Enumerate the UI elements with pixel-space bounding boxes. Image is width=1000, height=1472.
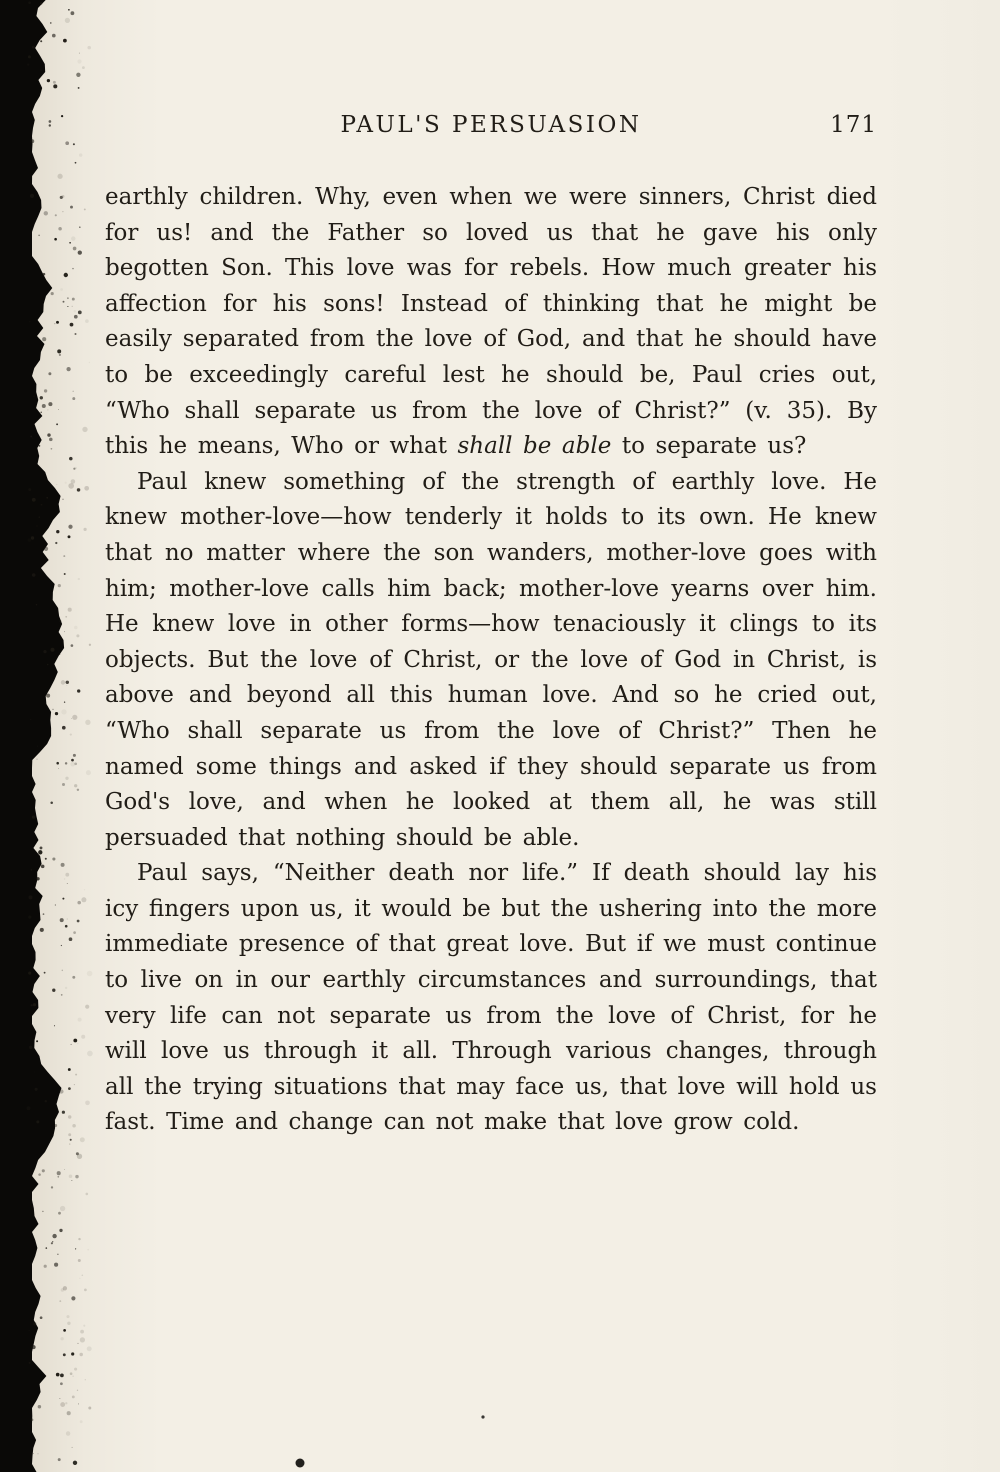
page-header <box>105 112 877 138</box>
paragraph <box>105 465 877 857</box>
body-text <box>105 180 877 1141</box>
running-title: PAUL'S PERSUASION <box>340 112 642 138</box>
book-page <box>105 112 877 1141</box>
text-segment: Paul knew something of the strength of earthly love. He knew mother-love—how tenderly it holds to its own. He knew that no matter where the son wanders, mother-love goes with him; mother-love calls him back; mother-love yearns over him. He knew love in other forms—how tenaciously it clings to its objects. But the love of Christ, or the love of God in Christ, is above and beyond all this human love. And so he cried out, “Who shall separate us from the love of Christ?” Then he named some things and asked if they should separate us from God's love, and when he looked at them all, he was still persuaded that nothing should be able. <box>105 468 877 851</box>
paragraph <box>105 856 877 1141</box>
text-segment: earthly children. Why, even when we were sinners, Christ died for us! and the Father so loved us that he gave his only begotten Son. This love was for rebels. How much greater his affection for his sons! Instead of thinking that he might be easily separated from the love of God, and that he should have to be exceedingly careful lest he should be, Paul cries out, “Who shall separate us from the love of Christ?” (v. 35). By this he means, Who or what <box>105 184 877 460</box>
paragraph <box>105 180 877 465</box>
emphasized-text: shall be able <box>457 433 612 460</box>
text-segment: Paul says, “Neither death nor life.” If death should lay his icy fingers upon us, it would be but the ushering into the more immediate presence of that great love. But if we must continue to live on in our earthly circumstances and surroundings, that very life can not separate us from the love of Christ, for he will love us through it all. Through various changes, through all the trying situations that may face us, that love will hold us fast. Time and change can not make that love grow cold. <box>105 860 877 1136</box>
text-segment: to separate us? <box>611 433 807 460</box>
page-number: 171 <box>830 112 877 138</box>
